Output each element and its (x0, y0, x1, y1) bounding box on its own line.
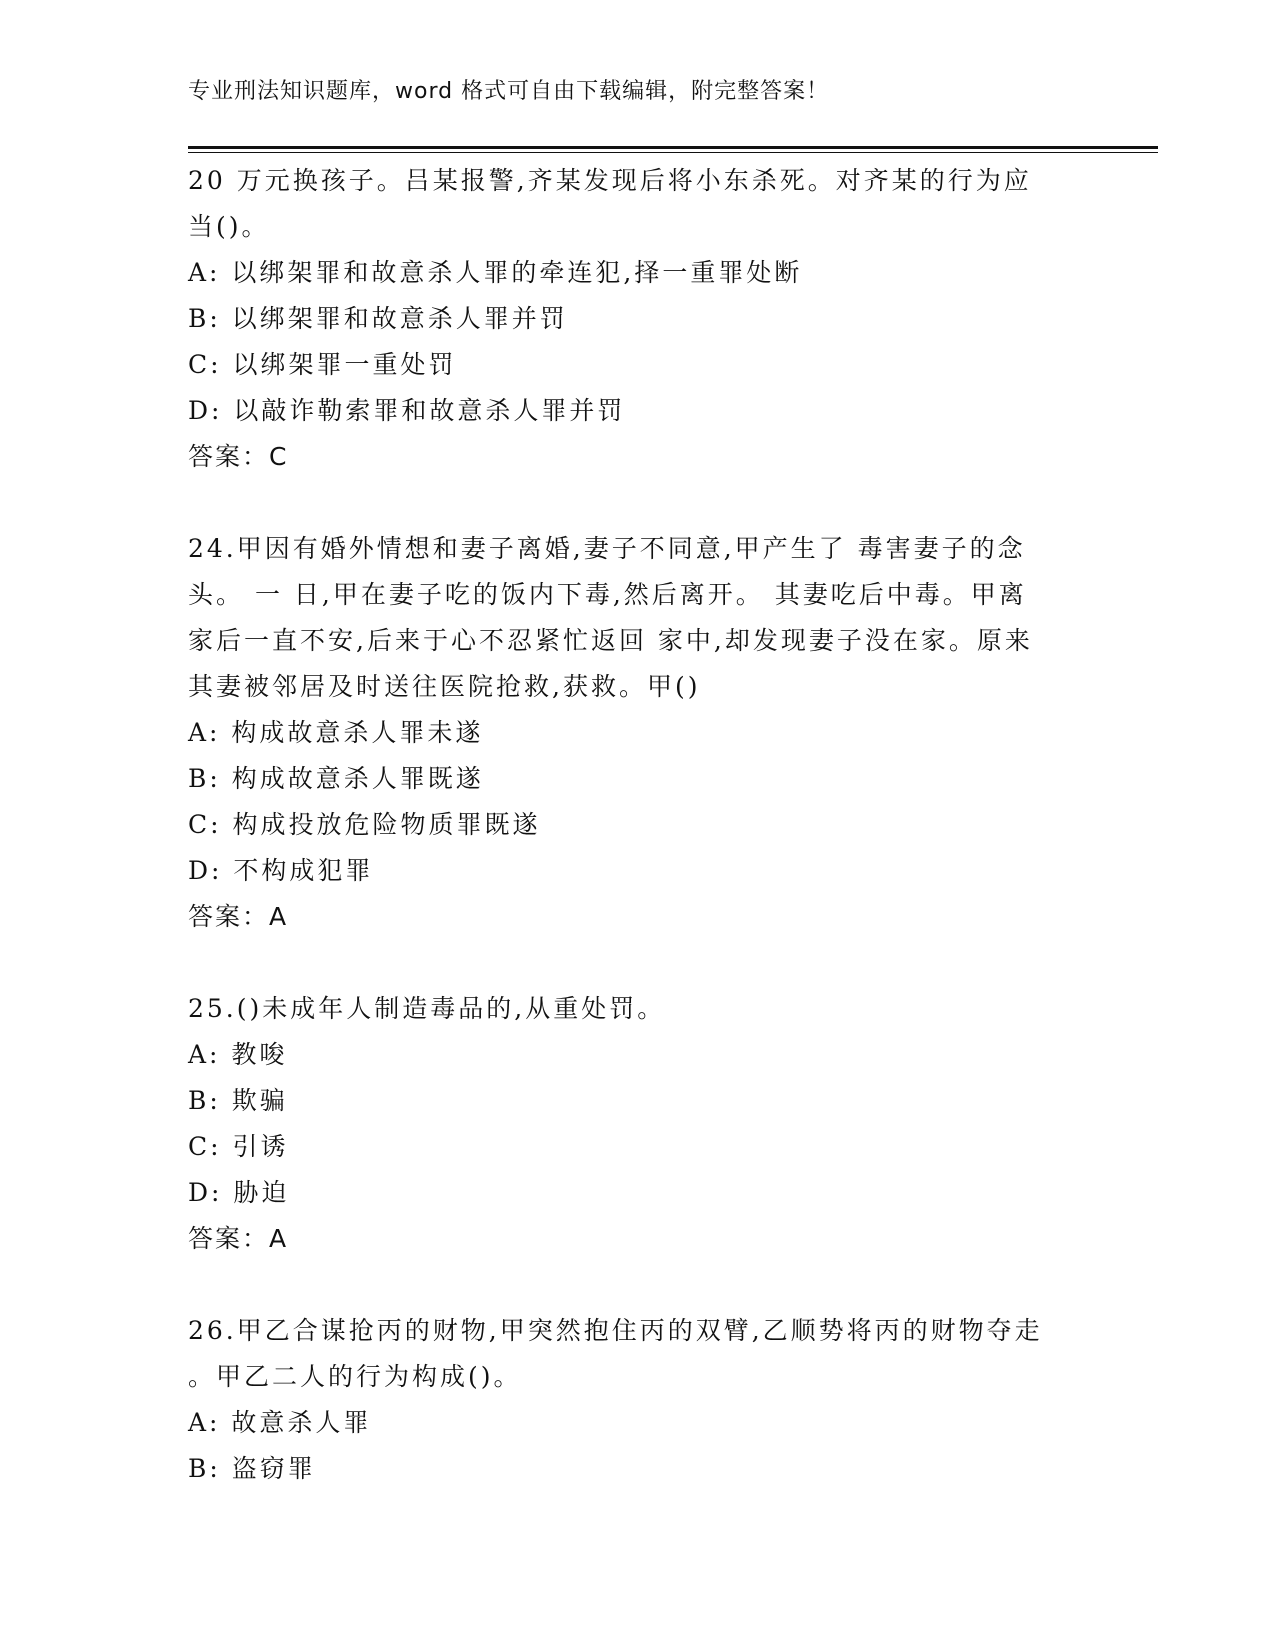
question-list (188, 158, 1108, 1492)
option-d: D: 不构成犯罪 (188, 856, 374, 885)
question-text-line: 20 万元换孩子。吕某报警,齐某发现后将小东杀死。对齐某的行为应 (188, 166, 1032, 195)
answer-line: 答案：C (188, 442, 289, 471)
question-text-line: 其妻被邻居及时送往医院抢救,获救。甲() (188, 672, 701, 701)
option-c: C: 以绑架罪一重处罚 (188, 350, 457, 379)
option-b: B: 欺骗 (188, 1086, 288, 1115)
question-text-line: 。甲乙二人的行为构成()。 (188, 1362, 522, 1391)
question-block (188, 158, 1108, 480)
page-header: 专业刑法知识题库，word 格式可自由下载编辑，附完整答案！ (188, 79, 830, 104)
option-d: D: 胁迫 (188, 1178, 290, 1207)
question-text-line: 26.甲乙合谋抢丙的财物,甲突然抱住丙的双臂,乙顺势将丙的财物夺走 (188, 1316, 1043, 1345)
header-rule-thin (188, 152, 1158, 153)
option-b: B: 构成故意杀人罪既遂 (188, 764, 484, 793)
option-a: A: 构成故意杀人罪未遂 (188, 718, 484, 747)
answer-line: 答案：A (188, 902, 289, 931)
option-d: D: 以敲诈勒索罪和故意杀人罪并罚 (188, 396, 626, 425)
question-text-line: 头。 一 日,甲在妻子吃的饭内下毒,然后离开。 其妻吃后中毒。甲离 (188, 580, 1027, 609)
question-block (188, 986, 1108, 1262)
question-text-line: 家后一直不安,后来于心不忍紧忙返回 家中,却发现妻子没在家。原来 (188, 626, 1033, 655)
block-spacer (188, 480, 1108, 526)
option-a: A: 教唆 (188, 1040, 288, 1069)
option-c: C: 引诱 (188, 1132, 289, 1161)
question-block (188, 1308, 1108, 1492)
question-text-line: 当()。 (188, 212, 270, 241)
option-b: B: 盗窃罪 (188, 1454, 316, 1483)
answer-line: 答案：A (188, 1224, 289, 1253)
option-a: A: 以绑架罪和故意杀人罪的牵连犯,择一重罪处断 (188, 258, 803, 287)
block-spacer (188, 940, 1108, 986)
option-a: A: 故意杀人罪 (188, 1408, 372, 1437)
question-text-line: 24.甲因有婚外情想和妻子离婚,妻子不同意,甲产生了 毒害妻子的念 (188, 534, 1026, 563)
question-block (188, 526, 1108, 940)
option-c: C: 构成投放危险物质罪既遂 (188, 810, 541, 839)
question-text-line: 25.()未成年人制造毒品的,从重处罚。 (188, 994, 666, 1023)
header-rule-thick (188, 146, 1158, 149)
option-b: B: 以绑架罪和故意杀人罪并罚 (188, 304, 568, 333)
block-spacer (188, 1262, 1108, 1308)
